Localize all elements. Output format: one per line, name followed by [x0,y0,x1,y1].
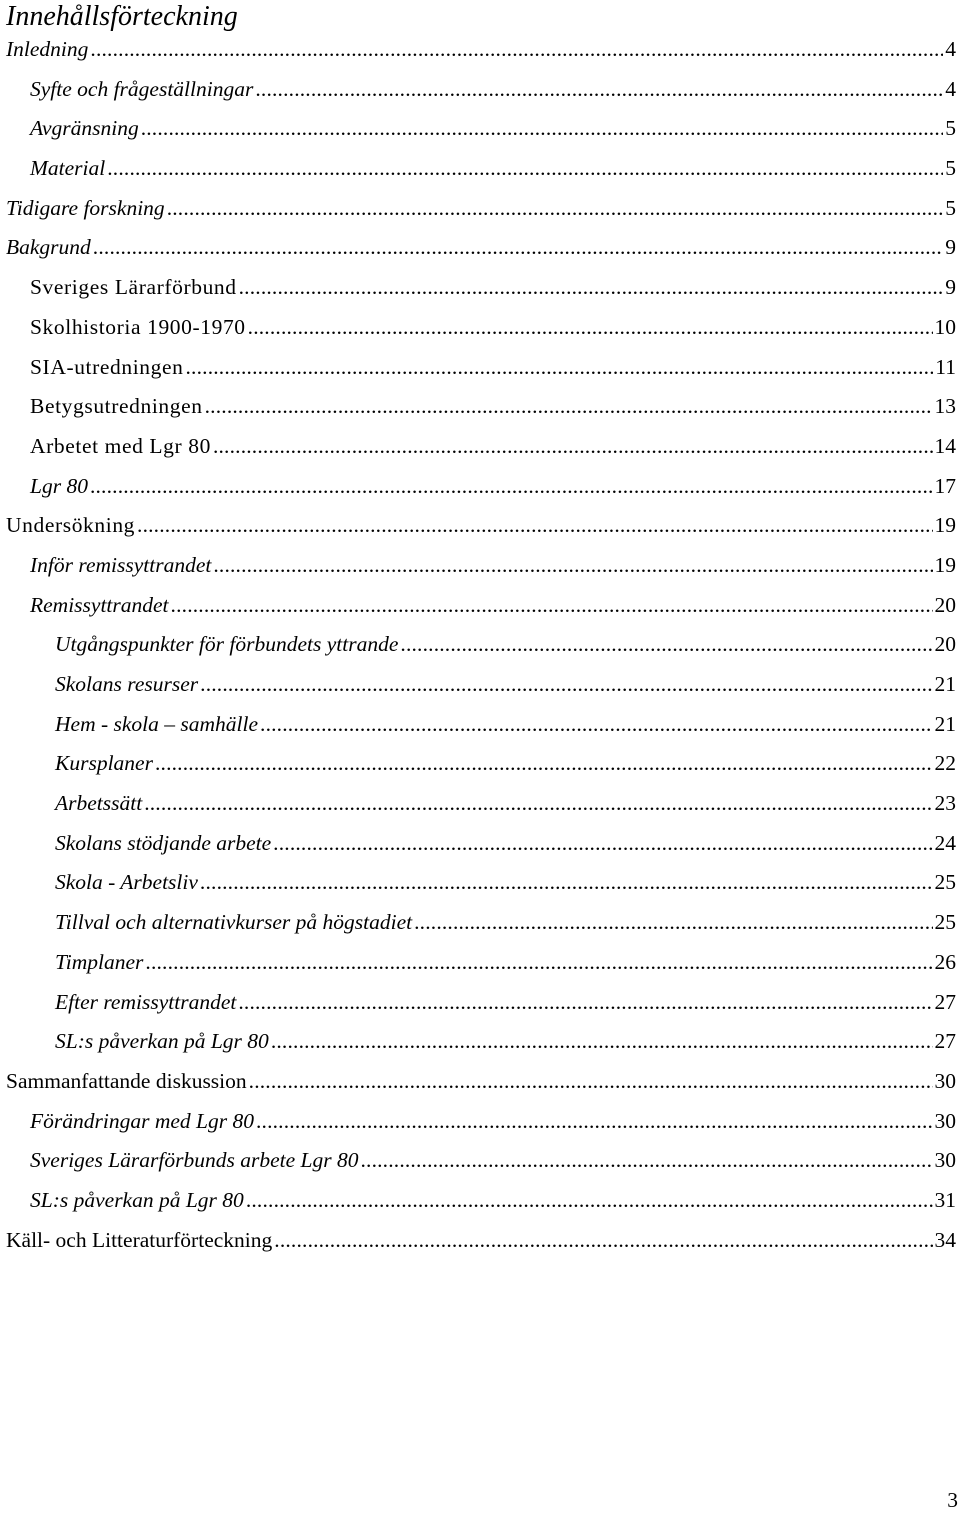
toc-entry[interactable] [0,824,960,864]
toc-entry-title: Timplaner [55,949,144,974]
dot-leader [239,268,944,308]
dot-leader [186,348,934,388]
toc-entry-page: 4 [945,76,956,101]
toc-entry-page: 9 [945,235,956,260]
toc-entry-title: Tillval och alternativkurser på högstadiet [55,910,413,935]
toc-entry-title: Hem - skola – samhälle [55,711,259,736]
toc-entry[interactable] [0,546,960,586]
toc-entry-title: Efter remissyttrandet [55,989,237,1014]
toc-entry-title: SIA-utredningen [30,354,184,379]
toc-entry-page: 30 [934,1148,956,1173]
toc-entry-page: 20 [934,592,956,617]
toc-entry[interactable] [0,308,960,348]
toc-entry[interactable] [0,1181,960,1221]
toc-entry-page: 19 [934,513,956,538]
toc-entry-page: 25 [934,910,956,935]
toc-entry-title: SL:s påverkan på Lgr 80 [55,1029,269,1054]
toc-entry[interactable] [0,744,960,784]
toc-entry[interactable] [0,228,960,268]
toc-entry-title: Skolans stödjande arbete [55,830,272,855]
dot-leader [93,228,943,268]
toc-entry-page: 23 [934,791,956,816]
dot-leader [155,744,933,784]
toc-entry[interactable] [0,1141,960,1181]
toc-entry-page: 25 [934,870,956,895]
toc-entry-title: Käll- och Litteraturförteckning [6,1227,273,1252]
dot-leader [414,903,932,943]
toc-entry-page: 34 [934,1227,956,1252]
dot-leader [200,665,932,705]
toc-entry-page: 27 [934,1029,956,1054]
toc-entry-page: 13 [934,394,956,419]
dot-leader [238,983,932,1023]
toc-entry-title: Tidigare forskning [6,195,165,220]
toc-entry[interactable] [0,1062,960,1102]
toc-entry[interactable] [0,903,960,943]
dot-leader [255,70,943,110]
toc-entry-title: Arbetssätt [55,791,143,816]
toc-entry[interactable] [0,387,960,427]
toc-entry-title: Remissyttrandet [30,592,169,617]
toc-entry-title: Material [30,156,106,181]
toc-entry-title: Skolans resurser [55,672,199,696]
toc-entry-title: Lgr 80 [30,473,88,498]
toc-entry-title: Sveriges Lärarförbunds arbete Lgr 80 [30,1148,359,1173]
toc-entry-title: Sammanfattande diskussion [6,1068,247,1093]
toc-list [0,30,960,1260]
toc-entry[interactable] [0,348,960,388]
toc-entry[interactable] [0,1221,960,1261]
toc-entry-page: 30 [934,1068,956,1093]
toc-entry-title: Förändringar med Lgr 80 [30,1108,254,1133]
toc-entry-title: Bakgrund [6,235,91,260]
dot-leader [360,1141,932,1181]
toc-entry[interactable] [0,427,960,467]
toc-entry-page: 19 [934,552,956,577]
dot-leader [90,467,933,507]
toc-entry-page: 11 [935,354,956,379]
dot-leader [200,863,933,903]
toc-entry[interactable] [0,705,960,745]
dot-leader [271,1022,933,1062]
toc-entry-page: 5 [945,195,956,220]
toc-entry-page: 30 [934,1108,956,1133]
dot-leader [213,546,932,586]
dot-leader [205,387,933,427]
toc-entry-title: Undersökning [6,513,136,538]
toc-entry-title: Skola - Arbetsliv [55,870,198,895]
toc-entry[interactable] [0,784,960,824]
toc-entry[interactable] [0,30,960,70]
toc-entry-title: Kursplaner [55,751,153,776]
toc-entry[interactable] [0,1102,960,1142]
toc-entry[interactable] [0,149,960,189]
dot-leader [144,784,932,824]
toc-entry-page: 31 [934,1187,956,1212]
toc-entry-title: Arbetet med Lgr 80 [30,433,211,458]
toc-entry[interactable] [0,983,960,1023]
dot-leader [249,1062,933,1102]
toc-entry[interactable] [0,625,960,665]
dot-leader [213,427,933,467]
dot-leader [90,30,943,70]
toc-entry-page: 21 [934,711,956,736]
dot-leader [141,109,944,149]
toc-entry-title: Avgränsning [30,116,139,141]
toc-entry-page: 26 [934,949,956,974]
toc-entry[interactable] [0,109,960,149]
toc-entry-page: 20 [934,632,956,657]
dot-leader [145,943,932,983]
dot-leader [400,625,932,665]
dot-leader [260,705,932,745]
toc-entry[interactable] [0,943,960,983]
toc-entry-page: 4 [945,37,956,61]
dot-leader [248,308,933,348]
toc-entry-title: Inledning [6,37,89,61]
dot-leader [107,149,943,189]
toc-entry-title: Skolhistoria 1900-1970 [30,314,246,339]
toc-entry[interactable] [0,189,960,229]
toc-entry-title: Inför remissyttrandet [30,552,212,577]
dot-leader [171,586,933,626]
toc-entry-title: Sveriges Lärarförbund [30,275,237,300]
toc-entry-page: 17 [934,473,956,498]
toc-entry-title: Utgångspunkter för förbundets yttrande [55,632,399,657]
toc-entry-page: 21 [934,672,956,696]
toc-entry-page: 10 [934,314,956,339]
toc-entry-page: 5 [945,116,956,141]
toc-entry[interactable] [0,506,960,546]
toc-entry-title: SL:s påverkan på Lgr 80 [30,1187,244,1212]
toc-entry-page: 27 [934,989,956,1014]
dot-leader [167,189,944,229]
toc-entry[interactable] [0,268,960,308]
toc-entry-page: 5 [945,156,956,181]
toc-entry-title: Betygsutredningen [30,394,203,419]
toc-entry[interactable] [0,665,960,705]
toc-entry-page: 9 [945,275,956,300]
toc-entry-page: 22 [934,751,956,776]
toc-entry[interactable] [0,70,960,110]
dot-leader [274,1221,932,1261]
dot-leader [273,824,932,864]
toc-entry[interactable] [0,1022,960,1062]
toc-entry-page: 14 [934,433,956,458]
toc-entry[interactable] [0,586,960,626]
page-title: Innehållsförteckning [6,1,238,32]
toc-entry-page: 24 [934,830,956,855]
dot-leader [256,1102,933,1142]
dot-leader [246,1181,933,1221]
dot-leader [137,506,932,546]
page-number: 3 [947,1488,958,1512]
toc-entry[interactable] [0,467,960,507]
toc-entry-title: Syfte och frågeställningar [30,76,254,101]
toc-entry[interactable] [0,863,960,903]
